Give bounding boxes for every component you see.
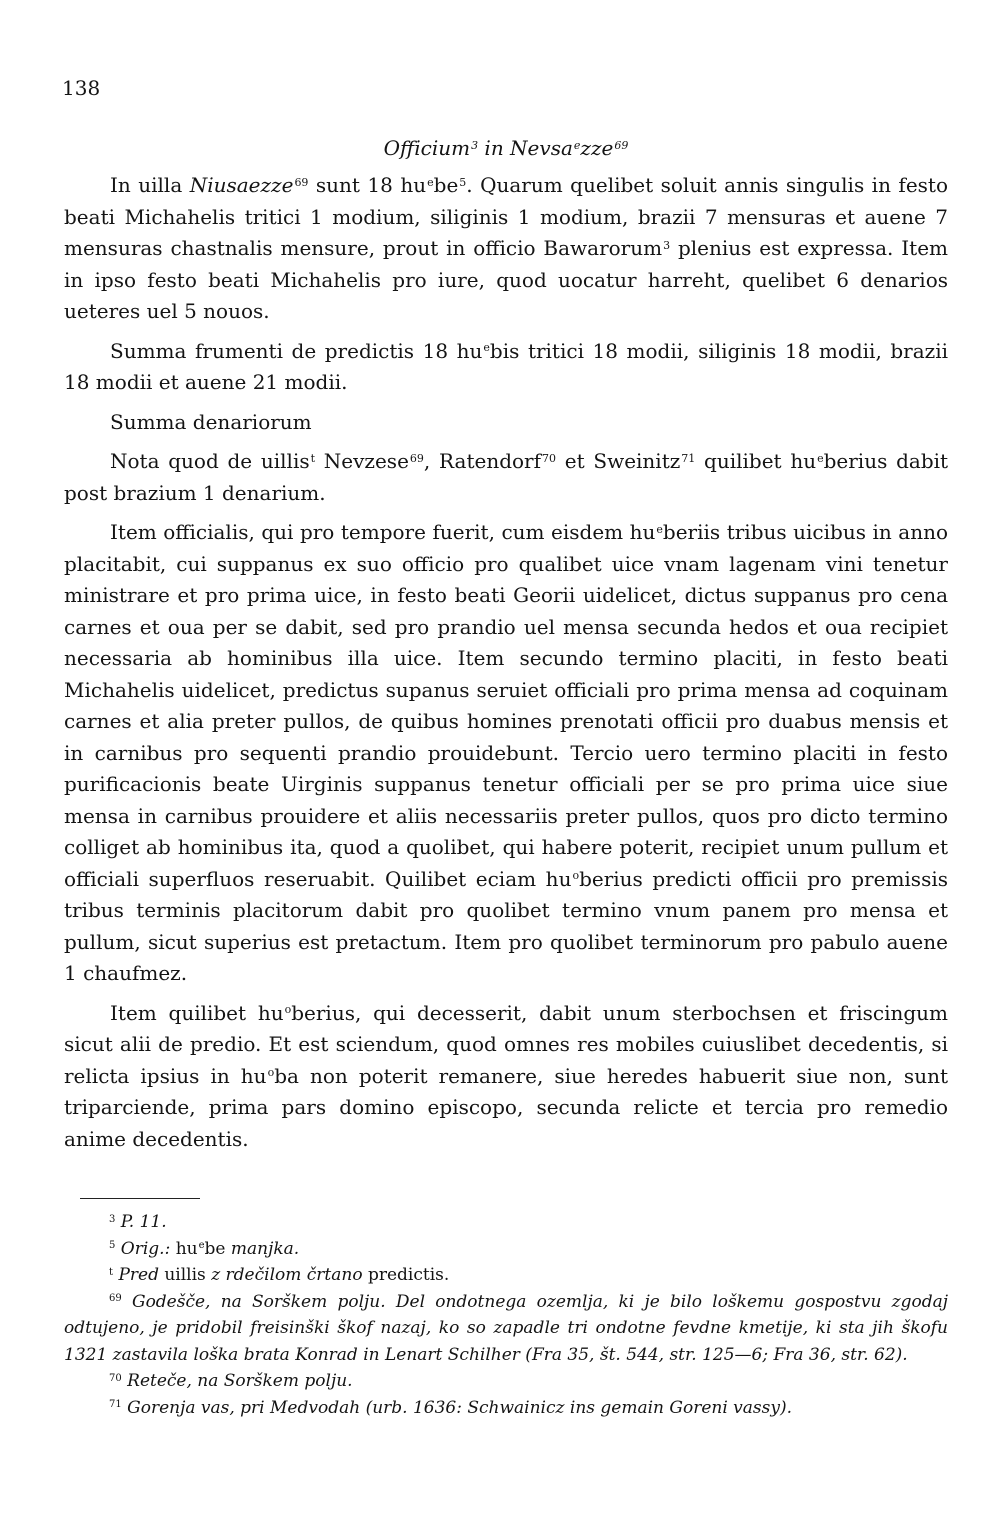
paragraph [64, 336, 948, 399]
footnote [64, 1368, 948, 1395]
footnote-mark: 5 [109, 1240, 116, 1251]
footnote [64, 1395, 948, 1422]
paragraph [64, 517, 948, 990]
footnotes [64, 1198, 948, 1421]
superscript-letter: o [572, 869, 580, 883]
footnote-text: hu [175, 1238, 198, 1259]
superscript-letter: o [284, 1003, 292, 1017]
footnote-text: Pred [118, 1265, 159, 1285]
superscript-letter: e [427, 175, 434, 189]
heading-title: Officium [383, 136, 471, 160]
text-run: et Sweinitz [564, 449, 681, 473]
superscript-letter: e [817, 451, 824, 465]
text-run: bis tritici 18 modii, siliginis 18 modii, brazii 18 modii et auene 21 modii. [64, 338, 948, 394]
section-heading [64, 136, 948, 160]
text-run: Summa denariorum [110, 409, 312, 434]
text-run: quilibet hu [704, 449, 817, 473]
paragraph [64, 170, 948, 328]
text-run: berius dabit post brazium 1 denarium. [64, 449, 949, 505]
footnote-ref: 3 [663, 238, 671, 252]
paragraph [64, 998, 948, 1156]
footnote [64, 1289, 948, 1369]
text-run: Summa frumenti de predictis 18 hu [110, 338, 483, 363]
footnote [64, 1262, 948, 1289]
footnote-text: Godešče, na Sorškem polju. Del ondotnega ozemlja, ki je bilo loškemu gospostvu zgodaj odtujeno, je pridobil freisinški škof nazaj, ko so zapadle tri ondotne fevdne kmetije, ki sta jih škofu 1321 zastavila loška brata Konrad in Lenart Schilher (Fra 35, št. 544, str. 125—6; Fra 36, str. 62). [64, 1291, 949, 1365]
text-run: ba non poterit remanere, siue heredes habuerit siue non, sunt triparciende, prima pars domino episcopo, secunda relicte et tercia pro remedio anime decedentis. [64, 1063, 948, 1151]
footnote-ref: 69 [614, 138, 629, 152]
footnote-text: Orig.: [120, 1238, 171, 1259]
footnote-text: z rdečilom črtano [211, 1265, 363, 1285]
footnote-text: be [204, 1238, 226, 1259]
footnote-ref: 69 [294, 175, 309, 189]
footnote-ref: 71 [681, 451, 696, 465]
text-run: Item quilibet hu [110, 1000, 284, 1025]
text-run: , Ratendorf [423, 449, 542, 473]
heading-place: in Nevsa [484, 136, 573, 160]
footnote-mark: 70 [109, 1372, 122, 1384]
superscript-letter: e [656, 522, 663, 536]
footnote-mark: 3 [109, 1213, 116, 1225]
superscript-letter: e [573, 138, 581, 152]
text-run: sunt 18 hu [315, 173, 427, 197]
footnote-mark: t [109, 1266, 114, 1278]
superscript-letter: o [267, 1066, 275, 1080]
footnote [64, 1236, 948, 1263]
footnote-text: P. 11. [120, 1212, 167, 1232]
footnote-ref: 70 [542, 451, 557, 465]
text-run: berius, qui decesserit, dabit unum sterbochsen et friscingum sicut alii de predio. Et est sciendum, quod omnes res mobiles cuiuslibet decedentis, si relicta ipsius in hu [64, 1000, 948, 1088]
paragraph [64, 407, 948, 439]
superscript-letter: e [483, 341, 490, 355]
text-run: plenius est expressa. Item in ipso festo beati Michahelis pro iure, quod uocatur harreht, quelibet 6 denarios ueteres uel 5 nouos. [64, 236, 949, 323]
text-run-italic: Niusaezze [189, 173, 294, 197]
text-run: Item officialis, qui pro tempore fuerit, cum eisdem hu [110, 520, 656, 544]
text-run: berius predicti officii pro premissis tribus terminis placitorum dabit pro quolibet termino vnum panem pro mensa et pullum, sicut superius est pretactum. Item pro quolibet terminorum pro pabulo auene 1 chaufmez. [64, 866, 948, 985]
footnote-ref: t [310, 451, 316, 465]
footnote-mark: 69 [109, 1293, 122, 1304]
footnote-text: Gorenja vas, pri Medvodah (urb. 1636: Schwainicz ins gemain Goreni vassy). [127, 1397, 792, 1418]
text-run: Nota quod de uillis [110, 449, 310, 473]
text-run: be [433, 173, 459, 197]
footnote [64, 1209, 948, 1236]
main-text [64, 136, 948, 1165]
text-run: . Quarum quelibet soluit annis singulis in festo beati Michahelis tritici 1 modium, siliginis 1 modium, brazii 7 mensuras et auene 7 mensuras chastnalis mensure, prout in officio Bawarorum [64, 173, 948, 260]
footnote-ref: 3 [471, 138, 479, 152]
footnote-ref: 5 [459, 175, 467, 189]
text-run: Nevzese [323, 449, 409, 473]
footnote-ref: 69 [409, 451, 424, 465]
footnote-text: predictis. [367, 1265, 450, 1285]
superscript-letter: e [198, 1240, 205, 1251]
paragraph [64, 446, 948, 509]
text-run: In uilla [110, 173, 183, 197]
heading-place-end: zze [580, 136, 614, 160]
footnote-mark: 71 [109, 1399, 122, 1410]
footnote-divider [80, 1198, 200, 1199]
page-number: 138 [62, 76, 101, 100]
footnote-text: uillis [164, 1265, 206, 1285]
text-run: beriis tribus uicibus in anno placitabit, cui suppanus ex suo officio pro qualibet uice vnam lagenam vini tenetur ministrare et pro prima uice, in festo beati Georii uidelicet, dictus suppanus pro cena carnes et oua per se dabit, sed pro prandio uel mensa secunda hedos et oua recipiet necessaria ab hominibus illa uice. Item secundo termino placiti, in festo beati Michahelis uidelicet, predictus supanus seruiet officiali pro prima mensa ad coquinam carnes et alia preter pullos, de quibus homines prenotati officii pro duabus mensis et in carnibus pro sequenti prandio prouidebunt. Tercio uero termino placiti in festo purificacionis beate Uirginis suppanus tenetur officiali per se pro prima uice siue mensa in carnibus prouidere et aliis necessariis preter pullos, quos pro dicto termino colliget ab hominibus ita, quod a quolibet, qui habere poterit, recipiet unum pullum et officiali superfluos reseruabit. Quilibet eciam hu [64, 520, 949, 891]
footnote-text: Reteče, na Sorškem polju. [127, 1371, 353, 1391]
footnote-text: manjka. [230, 1238, 300, 1259]
